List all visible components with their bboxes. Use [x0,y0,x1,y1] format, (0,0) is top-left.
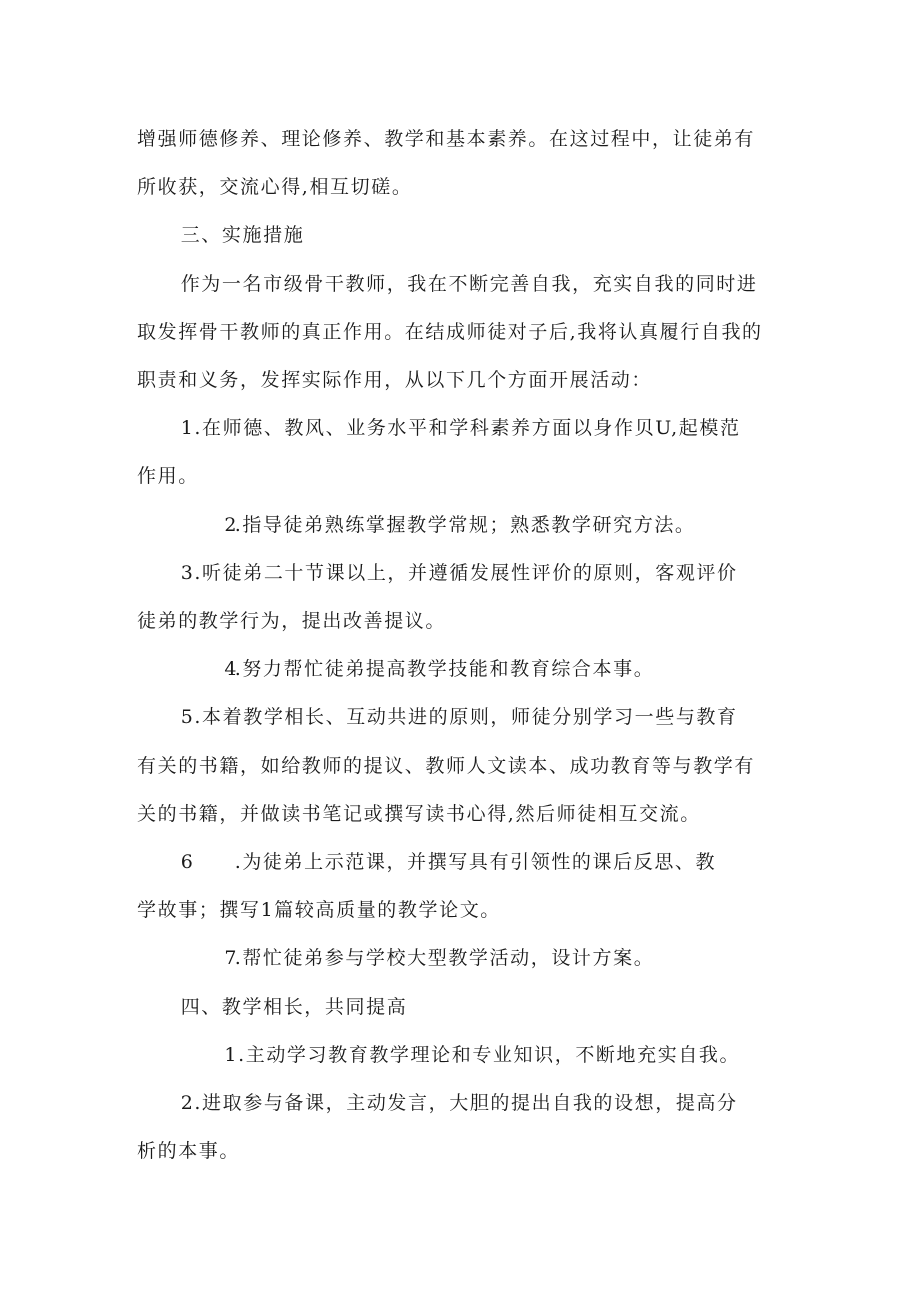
list-item-4-2 [137,1079,787,1175]
list-item-5 [137,693,787,838]
list-number: 6 [180,851,195,874]
list-number: 1 [180,417,195,440]
text-line: 取发挥骨干教师的真正作用。在结成师徒对子后,我将认真履行自我的 [137,320,763,343]
list-item-6 [137,838,787,934]
text-line: 析的本事。 [137,1140,241,1163]
text-line: .主动学习教育教学理论和专业知识，不断地充实自我。 [238,1043,741,1066]
text-line: 职责和义务，发挥实际作用，从以下几个方面开展活动： [137,369,653,392]
list-number: 3 [180,561,195,584]
section-heading-implementation: 三、实施措施 [180,224,305,247]
list-number: 5 [180,706,195,729]
text-line: 徒弟的教学行为，提出改善提议。 [137,610,447,633]
list-item-7 [137,934,787,982]
text-line: .为徒弟上示范课，并撰写具有引领性的课后反思、教 [234,851,717,874]
list-number: 1 [224,1043,239,1066]
text-line: 增强师德修养、理论修养、教学和基本素养。在这过程中，让徒弟有 [137,128,756,150]
list-item-3 [137,549,787,645]
list-number: 4 [224,658,239,681]
text-line: 作用。 [137,465,199,488]
section-heading-mutual-growth: 四、教学相长，共同提高 [180,995,408,1018]
text-line: .在师德、教风、业务水平和学科素养方面以身作贝U,起模范 [194,417,741,440]
text-line: .帮忙徒弟参与学校大型教学活动，设计方案。 [234,947,655,970]
list-item-4-1 [137,1031,787,1079]
text-line: .努力帮忙徒弟提高教学技能和教育综合本事。 [234,658,655,681]
list-number: 2 [180,1092,195,1115]
list-number: 2 [224,513,239,536]
paragraph-teacher-cultivation [137,115,787,211]
list-number: 7 [224,947,239,970]
list-item-4 [137,645,787,693]
text-line: 关的书籍，并做读书笔记或撰写读书心得,然后师徒相互交流。 [137,802,701,825]
list-item-1 [137,404,787,500]
text-line: .本着教学相长、互动共进的原则，师徒分别学习一些与教育 [194,706,738,729]
text-line: .进取参与备课，主动发言，大胆的提出自我的设想，提高分 [194,1092,738,1115]
list-item-2 [137,501,787,549]
document-body [137,115,787,1175]
text-line: .指导徒弟熟练掌握教学常规；熟悉教学研究方法。 [234,513,696,536]
text-line: 学故事；撰写1篇较高质量的教学论文。 [137,899,501,922]
paragraph-role-statement [137,260,787,405]
text-line: 所收获，交流心得,相互切磋。 [137,176,413,199]
text-line: 作为一名市级骨干教师，我在不断完善自我，充实自我的同时进 [180,272,758,295]
text-line: .听徒弟二十节课以上，并遵循发展性评价的原则，客观评价 [194,561,738,584]
text-line: 有关的书籍，如给教师的提议、教师人文读本、成功教育等与教学有 [137,754,756,777]
